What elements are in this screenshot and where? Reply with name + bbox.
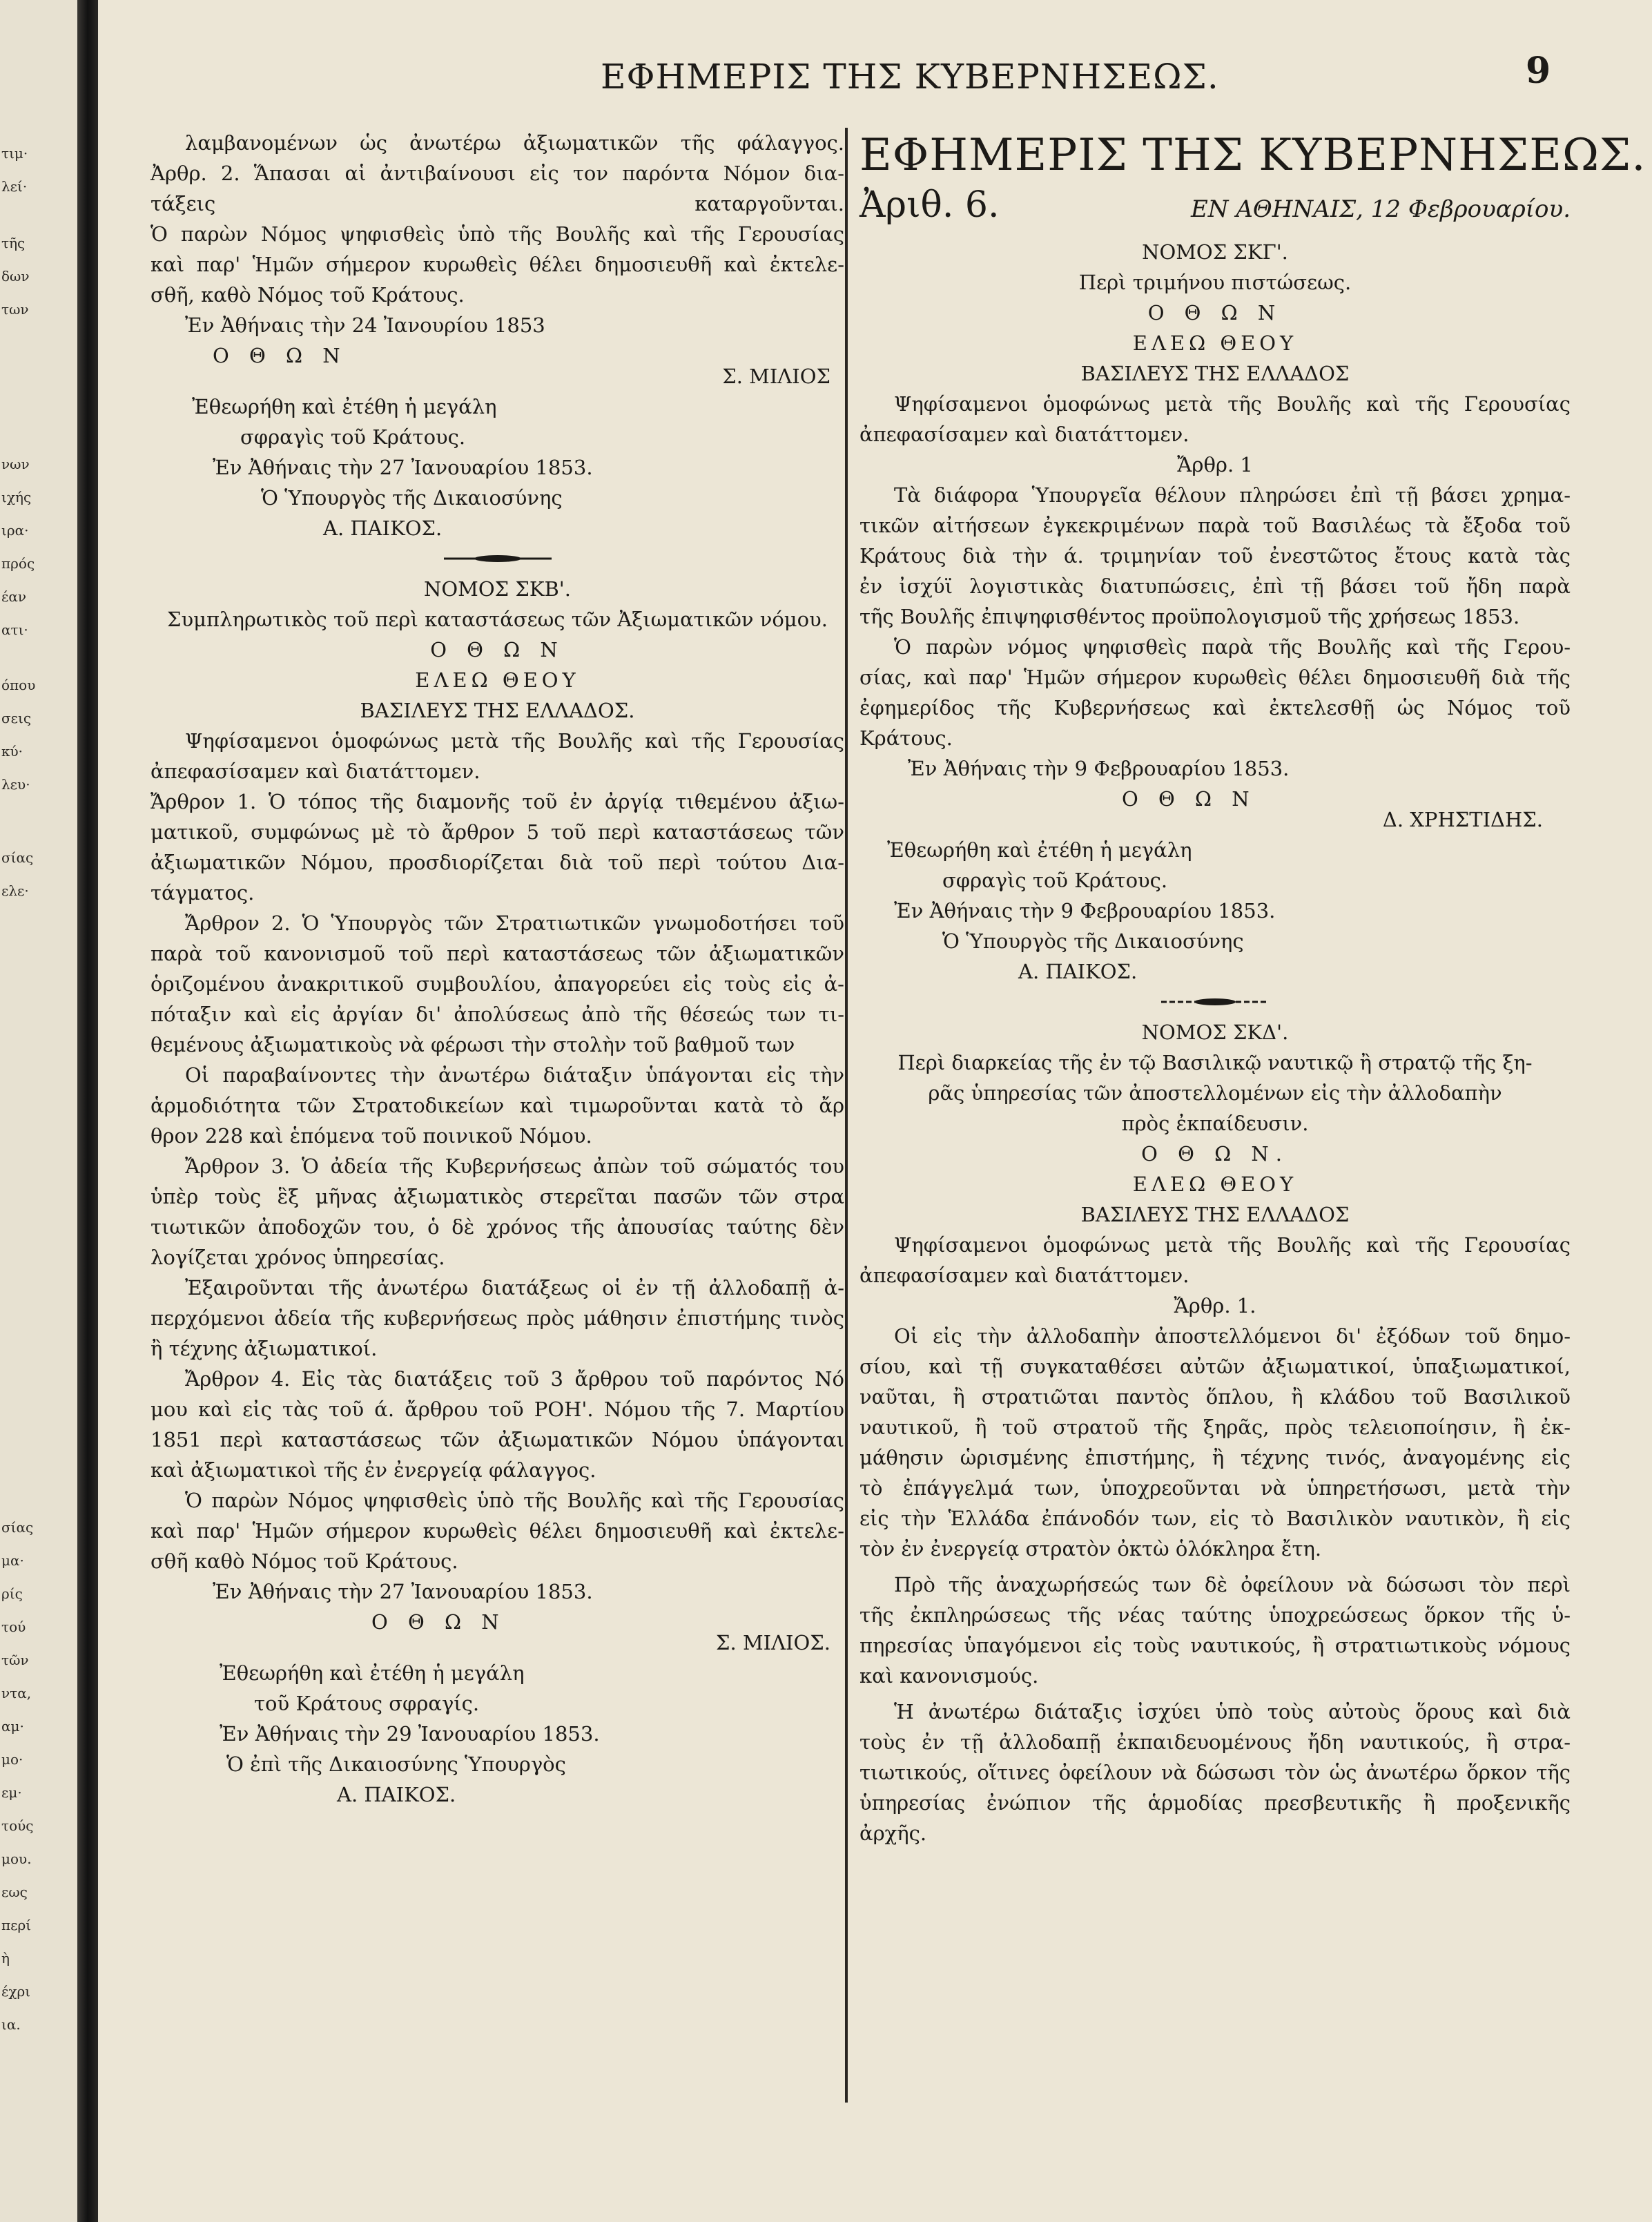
text-line: ἐν ἰσχύϊ λογιστικὰς διατυπώσεις, ἐπὶ τῇ βάσει τοῦ ἤδη παρὰ — [859, 574, 1571, 598]
text-line: ματικοῦ, συμφώνως μὲ τὸ ἄρθρον 5 τοῦ περὶ καταστάσεως τῶν — [150, 820, 844, 844]
margin-fragment: μο· — [1, 1751, 23, 1768]
text-line: ὁριζομένου ἀνακριτικοῦ συμβουλίου, ἀπαγορεύει εἰς τοὺς εἰς ἀ- — [150, 972, 844, 996]
margin-fragment: τῶν — [1, 1652, 29, 1668]
margin-fragment: μα· — [1, 1552, 24, 1569]
text-line: πρὸς ἐκπαίδευσιν. — [1121, 1112, 1309, 1135]
text-line: ρᾶς ὑπηρεσίας τῶν ἀποστελλομένων εἰς τὴν ἀλλοδαπὴν — [928, 1081, 1502, 1105]
article-1 — [859, 1321, 1571, 1564]
margin-fragment: ρίς — [1, 1585, 23, 1602]
signature-row — [150, 1607, 844, 1658]
closing-formula — [150, 1485, 844, 1576]
book-gutter — [77, 0, 98, 2222]
seal-date: Ἐν Ἀθήναις τὴν 9 Φεβρουαρίου 1853. — [894, 899, 1276, 922]
text-line: ἀρχῆς. — [859, 1822, 927, 1845]
article-4 — [150, 1364, 844, 1485]
margin-fragment: μου. — [1, 1851, 32, 1867]
article-1 — [150, 786, 844, 908]
issue-date: ΕΝ ΑΘΗΝΑΙΣ, 12 Φεβρουαρίου. — [1190, 195, 1571, 223]
text-line: ὑπὲρ τοὺς ἓξ μῆνας ἀξιωματικὸς στερεῖται πασῶν τῶν στρα — [150, 1185, 844, 1208]
text-line: ὑπηρεσίας ἐνώπιον τῆς ἁρμοδίας πρεσβευτικῆς ἢ προξενικῆς — [859, 1791, 1571, 1815]
text-line: πόταξιν καὶ εἰς ἀργίαν δι' ἀπολύσεως ἀπὸ τῆς θέσεώς των τι- — [150, 1003, 844, 1026]
masthead-issue-row — [859, 183, 1571, 227]
running-head: ΕΦΗΜΕΡΙΣ ΤΗΣ ΚΥΒΕΡΝΗΣΕΩΣ. — [601, 57, 1219, 97]
margin-fragment: ιρα· — [1, 522, 29, 539]
text-line: τῆς ἐκπληρώσεως τῆς νέας ταύτης ὑποχρεώσεως ὅρκον τῆς ὑ- — [859, 1603, 1571, 1627]
article-paragraph — [859, 1697, 1571, 1848]
text-line: τάξεις καταργοῦνται. — [150, 192, 844, 215]
masthead-title: ΕΦΗΜΕΡΙΣ ΤΗΣ ΚΥΒΕΡΝΗΣΕΩΣ. — [859, 130, 1646, 181]
seal-note: Ἐθεωρήθη καὶ ἐτέθη ἡ μεγάλη — [220, 1661, 525, 1685]
text-line: τὸν ἐν ἐνεργείᾳ στρατὸν ὀκτὼ ὁλόκληρα ἔτη. — [859, 1537, 1322, 1561]
law-title: ΝΟΜΟΣ ΣΚΓ'. — [1142, 240, 1288, 264]
text-line: εἰς τὴν Ἑλλάδα ἐπάνοδόν των, εἰς τὸ Βασιλικὸν ναυτικὸν, ἢ εἰς — [859, 1507, 1571, 1530]
king-signature: Ο Θ Ω Ν — [213, 344, 347, 367]
margin-fragment: ια. — [1, 2016, 21, 2033]
text-line: Ἄρθρον 3. Ὁ ἀδεία τῆς Κυβερνήσεως ἀπὼν τοῦ σώματός του — [185, 1155, 844, 1178]
text-line: Ἄρθρον 4. Εἰς τὰς διατάξεις τοῦ 3 ἄρθρου τοῦ παρόντος Νό — [185, 1367, 844, 1391]
divider-ornament — [1160, 996, 1270, 1007]
minister-signature: Σ. ΜΙΛΙΟΣ — [722, 365, 830, 388]
text-line: 1851 περὶ καταστάσεως τῶν ἀξιωματικῶν Νόμου ὑπάγονται — [150, 1428, 844, 1451]
margin-fragment: τού — [1, 1619, 26, 1635]
article-heading: Ἄρθρ. 1 — [1177, 453, 1253, 476]
margin-fragment: κύ· — [1, 743, 23, 760]
law-subtitle: Συμπληρωτικὸς τοῦ περὶ καταστάσεως τῶν Ἀξιωματικῶν νόμου. — [167, 608, 828, 631]
preamble: ἀπεφασίσαμεν καὶ διατάττομεν. — [859, 1264, 1189, 1287]
text-line: Πρὸ τῆς ἀναχωρήσεώς των δὲ ὀφείλουν νὰ δώσωσι τὸν περὶ — [894, 1573, 1571, 1596]
seal-role: Ὁ ἐπὶ τῆς Δικαιοσύνης Ὑπουργὸς — [226, 1752, 566, 1776]
text-line: Ἡ ἀνωτέρω διάταξις ἰσχύει ὑπὸ τοὺς αὐτοὺς ὅρους καὶ διὰ — [894, 1700, 1571, 1723]
grace-formula: ΕΛΕΩ ΘΕΟΥ — [1132, 1172, 1298, 1196]
page-number: 9 — [1526, 50, 1551, 92]
text-line: Κράτους διὰ τὴν ά. τριμηνίαν τοῦ ἐνεστῶτος ἔτους κατὰ τὰς — [859, 544, 1571, 568]
text-line: ναυτικοῦ, ἢ τοῦ στρατοῦ τῆς ξηρᾶς, πρὸς τελειοποίησιν, ἢ ἐκ- — [859, 1416, 1571, 1439]
margin-fragment: ὴ — [1, 1950, 10, 1967]
minister-signature: Σ. ΜΙΛΙΟΣ. — [716, 1631, 830, 1654]
text-line: καὶ παρ' Ἡμῶν σήμερον κυρωθεὶς θέλει δημοσιευθῆ καὶ ἐκτελε- — [150, 253, 844, 276]
king-name: Ο Θ Ω Ν. — [1141, 1142, 1289, 1166]
issue-number: Ἀριθ. 6. — [859, 184, 1000, 226]
margin-fragment: τιμ· — [1, 145, 28, 162]
text-line: καὶ παρ' Ἡμῶν σήμερον κυρωθεὶς θέλει δημοσιευθῆ καὶ ἐκτελε- — [150, 1519, 844, 1543]
king-name: Ο Θ Ω Ν — [430, 638, 565, 661]
minister-signature: Δ. ΧΡΗΣΤΙΔΗΣ. — [1382, 808, 1543, 831]
margin-fragment: εμ· — [1, 1784, 22, 1801]
text-line: περχόμενοι ἀδεία τῆς κυβερνήσεως πρὸς μάθησιν ἐπιστήμης τινὸς — [150, 1306, 844, 1330]
spacer — [859, 1564, 1571, 1569]
text-line: λογίζεται χρόνος ὑπηρεσίας. — [150, 1246, 445, 1269]
text-line: σίας, καὶ παρ' Ἡμῶν σήμερον κυρωθεὶς θέλει δημοσιευθῆ διὰ τῆς — [859, 666, 1571, 689]
seal-note: τοῦ Κράτους σφραγίς. — [254, 1692, 480, 1715]
text-line: Ὁ παρὼν Νόμος ψηφισθεὶς ὑπὸ τῆς Βουλῆς καὶ τῆς Γερουσίας — [185, 1489, 844, 1512]
text-line: σίου, καὶ τῇ συγκαταθέσει αὐτῶν ἀξιωματικοί, ὑπαξιωματικοί, — [859, 1355, 1571, 1378]
king-signature: Ο Θ Ω Ν — [1122, 787, 1256, 811]
text-line: σθῆ καθὸ Νόμος τοῦ Κράτους. — [150, 1549, 458, 1573]
text-line: τιωτικῶν ἀποδοχῶν του, ὁ δὲ χρόνος τῆς ἀπουσίας ταύτης δὲν — [150, 1215, 844, 1239]
text-line: τὸ ἐπάγγελμά των, ὑποχρεοῦνται νὰ ὑπηρετήσωσι, μετὰ τὴν — [859, 1476, 1571, 1500]
text-line: ἢ τέχνης ἀξιωματικοί. — [150, 1337, 378, 1360]
law-subtitle — [859, 1047, 1571, 1139]
text-line: Τὰ διάφορα Ὑπουργεῖα θέλουν πληρώσει ἐπὶ τῇ βάσει χρημα- — [894, 483, 1571, 507]
text-line: ἐφημερίδος τῆς Κυβερνήσεως καὶ ἐκτελεσθῇ ὡς Νόμος τοῦ — [859, 696, 1571, 719]
margin-fragment: λεί· — [1, 178, 28, 195]
margin-fragment: τούς — [1, 1817, 34, 1834]
margin-fragment: ατι· — [1, 621, 28, 638]
seal-name: Α. ΠΑΙΚΟΣ. — [337, 1783, 456, 1806]
law-subtitle: Περὶ τριμήνου πιστώσεως. — [1078, 271, 1352, 294]
margin-fragment: έχρι — [1, 1983, 31, 2000]
text-line: μάθησιν ὡρισμένης ἐπιστήμης, ἢ τέχνης τινός, ἀναγομένης εἰς — [859, 1446, 1571, 1469]
text-line: Ἐξαιροῦνται τῆς ἀνωτέρω διατάξεως οἱ ἐν τῇ ἀλλοδαπῇ ἀ- — [185, 1276, 844, 1300]
text-line: Ὁ παρὼν Νόμος ψηφισθεὶς ὑπὸ τῆς Βουλῆς καὶ τῆς Γερουσίας — [150, 222, 844, 246]
continuation-text — [150, 128, 844, 310]
date-line: Ἐν Ἀθήναις τὴν 9 Φεβρουαρίου 1853. — [908, 757, 1290, 780]
text-line: τῆς Βουλῆς ἐπιψηφισθέντος προϋπολογισμοῦ τῆς χρήσεως 1853. — [859, 605, 1520, 628]
adjacent-page-fragments — [0, 0, 77, 2222]
left-column — [150, 128, 844, 1810]
seal-name: Α. ΠΑΙΚΟΣ. — [1018, 960, 1138, 983]
text-line: τοὺς ἐν τῇ ἀλλοδαπῇ ἐκπαιδευομένους ἤδη ναυτικούς, ἢ στρα- — [859, 1730, 1571, 1754]
article-3-paragraph — [150, 1273, 844, 1364]
preamble: Ψηφίσαμενοι ὁμοφώνως μετὰ τῆς Βουλῆς καὶ τῆς Γερουσίας — [894, 1233, 1571, 1257]
article-1 — [859, 480, 1571, 632]
seal-note: σφραγὶς τοῦ Κράτους. — [240, 425, 466, 449]
text-line: θρον 228 καὶ ἑπόμενα τοῦ ποινικοῦ Νόμου. — [150, 1124, 592, 1148]
text-line: Ἄρθρον 2. Ὁ Ὑπουργὸς τῶν Στρατιωτικῶν γνωμοδοτήσει τοῦ — [185, 911, 844, 935]
seal-note: σφραγὶς τοῦ Κράτους. — [942, 869, 1168, 892]
margin-fragment: λευ· — [1, 776, 30, 793]
king-name: Ο Θ Ω Ν — [1147, 301, 1283, 325]
text-line: Ἀρθρ. 2. Ἅπασαι αἱ ἀντιβαίνουσι εἰς τον παρόντα Νόμον δια- — [150, 162, 844, 185]
article-2 — [150, 908, 844, 1060]
text-line: θεμένους ἀξιωματικοὺς νὰ φέρωσι τὴν στολὴν τοῦ βαθμοῦ των — [150, 1033, 795, 1056]
date-line: Ἐν Ἀθήναις τὴν 27 Ἰανουαρίου 1853. — [213, 1580, 593, 1603]
text-line: τάγματος. — [150, 881, 255, 905]
column-divider — [845, 128, 848, 2103]
margin-fragment: πρός — [1, 555, 35, 572]
seal-date: Ἐν Ἀθήναις τὴν 29 Ἰανουαρίου 1853. — [220, 1722, 600, 1746]
text-line: Περὶ διαρκείας τῆς ἐν τῷ Βασιλικῷ ναυτικῷ ἢ στρατῷ τῆς ξη- — [897, 1051, 1533, 1074]
article-paragraph — [859, 1569, 1571, 1691]
margin-fragment: τῆς — [1, 235, 26, 251]
text-line: Κράτους. — [859, 726, 953, 750]
text-line: καὶ κανονισμούς. — [859, 1664, 1039, 1688]
realm-title: ΒΑΣΙΛΕΥΣ ΤΗΣ ΕΛΛΑΔΟΣ — [1080, 1203, 1350, 1226]
margin-fragment: των — [1, 301, 29, 318]
seal-role: Ὁ Ὑπουργὸς τῆς Δικαιοσύνης — [261, 486, 563, 510]
text-line: Οἱ εἰς τὴν ἀλλοδαπὴν ἀποστελλόμενοι δι' ἐξόδων τοῦ δημο- — [894, 1324, 1571, 1348]
text-line: τιωτικούς, οἵτινες ὀφείλουν νὰ δώσωσι τὸν ὡς ἀνωτέρω ὅρκον τῆς — [859, 1761, 1571, 1784]
margin-fragment: νων — [1, 456, 30, 472]
article-heading: Ἄρθρ. 1. — [1174, 1294, 1256, 1317]
signature-row — [150, 340, 844, 392]
law-title: ΝΟΜΟΣ ΣΚΒ'. — [423, 577, 571, 601]
preamble: Ψηφίσαμενοι ὁμοφώνως μετὰ τῆς Βουλῆς καὶ τῆς Γερουσίας — [894, 392, 1571, 416]
law-title: ΝΟΜΟΣ ΣΚΔ'. — [1141, 1021, 1289, 1044]
text-line: πηρεσίας ὑπαγόμενοι εἰς τοὺς ναυτικούς, ἢ στρατιωτικοὺς νόμους — [859, 1634, 1571, 1657]
preamble: ἀπεφασίσαμεν καὶ διατάττομεν. — [859, 423, 1189, 446]
divider-ornament — [443, 553, 553, 564]
text-line: μου καὶ εἰς τὰς τοῦ ά. ἄρθρου τοῦ ΡΟΗ'. Νόμου τῆς 7. Μαρτίου — [150, 1398, 844, 1421]
preamble: Ψηφίσαμενοι ὁμοφώνως μετὰ τῆς Βουλῆς καὶ τῆς Γερουσίας — [185, 729, 844, 753]
right-column — [859, 128, 1646, 1848]
realm-title: ΒΑΣΙΛΕΥΣ ΤΗΣ ΕΛΛΑΔΟΣ — [1080, 362, 1350, 385]
closing-formula — [859, 632, 1571, 753]
seal-note: Ἐθεωρήθη καὶ ἐτέθη ἡ μεγάλη — [192, 395, 497, 418]
preamble: ἀπεφασίσαμεν καὶ διατάττομεν. — [150, 760, 480, 783]
text-line: τικῶν αἰτήσεων ἐγκεκριμένων παρὰ τοῦ Βασιλέως τὰ ἔξοδα τοῦ — [859, 514, 1571, 537]
margin-fragment: δων — [1, 268, 30, 284]
margin-fragment: σίας — [1, 849, 34, 866]
spacer — [859, 1691, 1571, 1697]
margin-fragment: σεις — [1, 710, 32, 726]
article-3 — [150, 1151, 844, 1273]
text-line: καὶ ἀξιωματικοὶ τῆς ἐν ἐνεργείᾳ φάλαγγος. — [150, 1458, 596, 1482]
seal-role: Ὁ Ὑπουργὸς τῆς Δικαιοσύνης — [942, 929, 1244, 953]
seal-name: Α. ΠΑΙΚΟΣ. — [323, 516, 443, 540]
text-line: ἁρμοδιότητα τῶν Στρατοδικείων καὶ τιμωροῦνται κατὰ τὸ ἄρ — [150, 1094, 844, 1117]
seal-note: Ἐθεωρήθη καὶ ἐτέθη ἡ μεγάλη — [887, 838, 1192, 862]
margin-fragment: αμ· — [1, 1718, 24, 1735]
margin-fragment: ελε· — [1, 882, 29, 899]
king-signature: Ο Θ Ω Ν — [371, 1610, 506, 1634]
text-line: ἀξιωματικῶν Νόμου, προσδιορίζεται διὰ τοῦ περὶ τούτου Δια- — [150, 851, 844, 874]
margin-fragment: όπου — [1, 677, 36, 693]
seal-date: Ἐν Ἀθήναις τὴν 27 Ἰανουαρίου 1853. — [213, 456, 593, 479]
text-line: Οἱ παραβαίνοντες τὴν ἀνωτέρω διάταξιν ὑπάγονται εἰς τὴν — [185, 1063, 844, 1087]
text-line: ναῦται, ἢ στρατιῶται παντὸς ὅπλου, ἢ κλάδου τοῦ Βασιλικοῦ — [859, 1385, 1571, 1409]
margin-fragment: ντα, — [1, 1685, 32, 1701]
margin-fragment: περί — [1, 1917, 32, 1933]
text-line: λαμβανομένων ὡς ἀνωτέρω ἀξιωματικῶν τῆς φάλαγγος. — [185, 131, 844, 155]
margin-fragment: εως — [1, 1884, 28, 1900]
text-line: Ὁ παρὼν νόμος ψηφισθεὶς παρὰ τῆς Βουλῆς καὶ τῆς Γερου- — [894, 635, 1571, 659]
grace-formula: ΕΛΕΩ ΘΕΟΥ — [1132, 331, 1298, 355]
realm-title: ΒΑΣΙΛΕΥΣ ΤΗΣ ΕΛΛΑΔΟΣ. — [360, 699, 635, 722]
grace-formula: ΕΛΕΩ ΘΕΟΥ — [415, 668, 580, 692]
date-line: Ἐν Ἀθήναις τὴν 24 Ἰανουρίου 1853 — [185, 313, 545, 337]
text-line: Ἄρθρον 1. Ὁ τόπος τῆς διαμονῆς τοῦ ἐν ἀργίᾳ τιθεμένου ἀξιω- — [150, 790, 844, 813]
margin-fragment: σίας — [1, 1519, 34, 1536]
article-2-paragraph — [150, 1060, 844, 1151]
margin-fragment: έαν — [1, 588, 27, 605]
signature-row — [859, 784, 1571, 835]
margin-fragment: ιχής — [1, 489, 32, 505]
text-line: παρὰ τοῦ κανονισμοῦ τοῦ περὶ καταστάσεως τῶν ἀξιωματικῶν — [150, 942, 844, 965]
text-line: σθῆ, καθὸ Νόμος τοῦ Κράτους. — [150, 283, 465, 307]
